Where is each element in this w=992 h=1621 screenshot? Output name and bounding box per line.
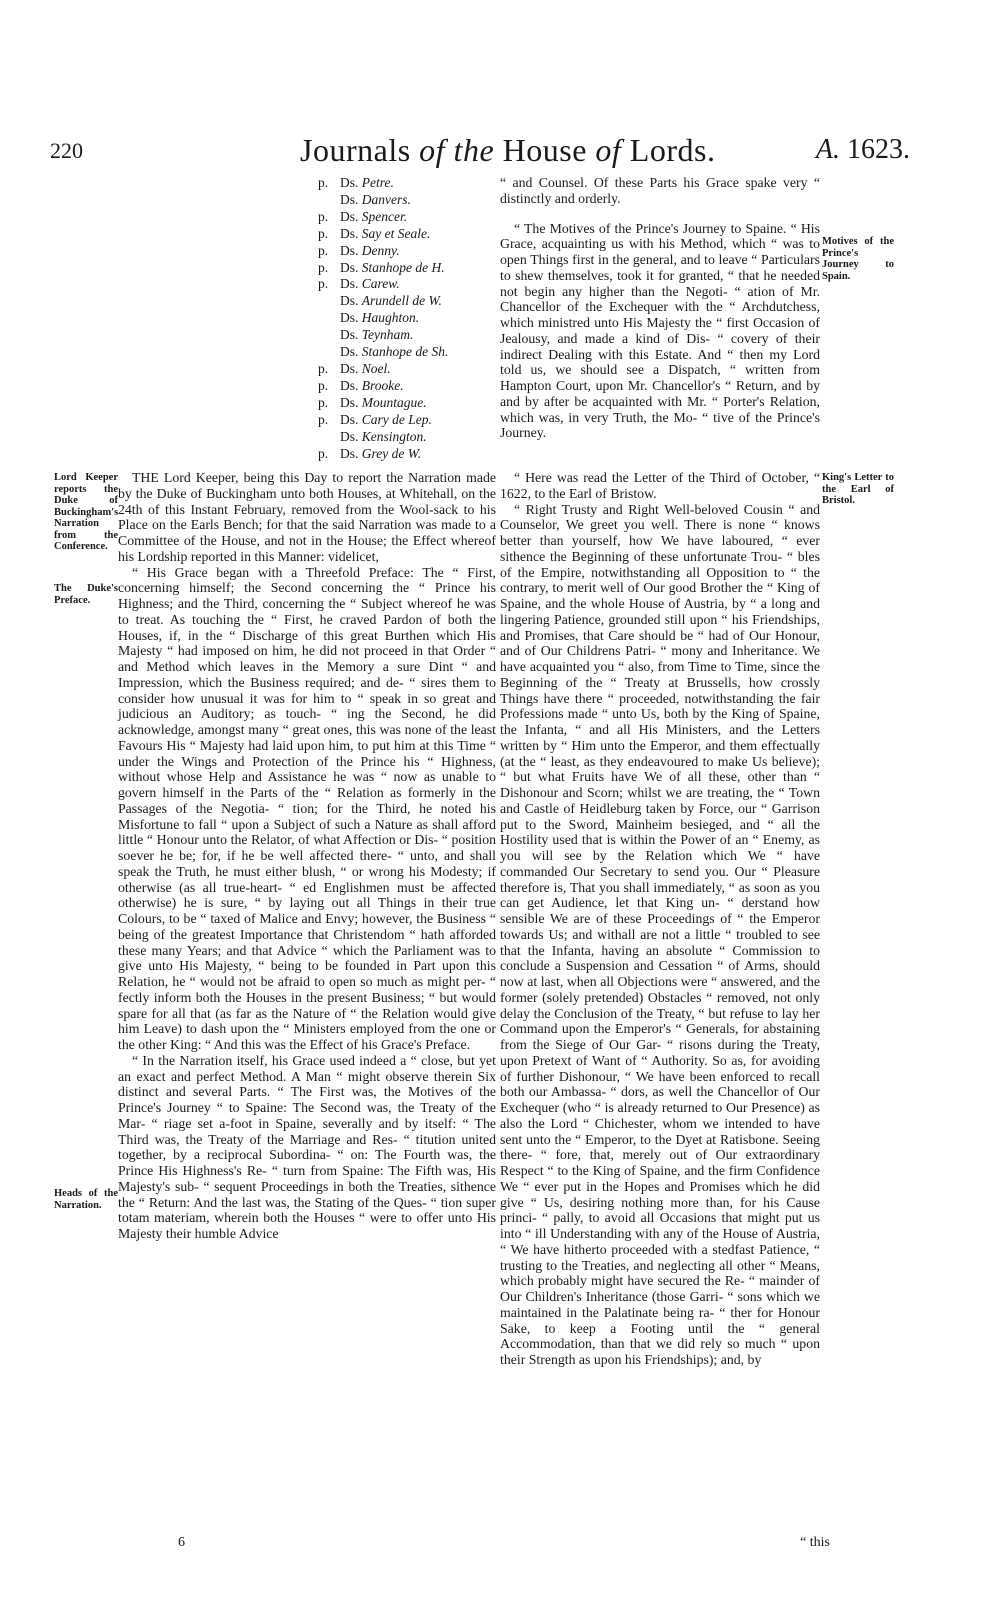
paragraph: “ Right Trusty and Right Well-beloved Cousin “ and Counselor, We greet you well. There is none “ knows better than yourself, how We have laboured, “ ever sithence the Beginning of these unfortunate Trou- “ bles of the Empire, notwithstanding all Opposition to “ the contrary, to merit well of Our good Brother the “ King of Spaine, and the whole House of Austria, by “ a long and lingering Patience, grounded still upon “ his Friendships, and Promises, that Care should be “ had of Our Honour, and of Our Childrens Patri- “ mony and Inheritance. We have acquainted you “ also, from Time to Time, since the Beginning of the “ Treaty at Brussells, how crossly Things have there “ proceeded, notwithstanding the fair Professions made “ unto Us, both by the King of Spaine, the Infanta, “ and all His Ministers, and the Letters written by “ Him unto the Emperor, and them effectually (at the “ least, as they endeavoured to make Us believe); “ but what Fruits have We of all these, other than “ Dishonour and Scorn; whilst we are treating, the “ Town and Castle of Heidleburg taken by Force, our “ Garrison put to the Sword, Mainheim besieged, and “ all the Hostility used that is within the Power of an “ Enemy, as you will see by the Relation which We “ have commanded Our Secretary to send you. Our “ Pleasure therefore is, That you shall immediately, “ as soon as you can get Audience, let that King un- “ derstand how sensible We are of these Proceedings of “ the Emperor towards Us; and withall are not a little “ troubled to see that the Infanta, having an absolute “ Commission to conclude a Suspension and Cessation “ of Arms, should now at last, when all Objections were “ answered, and the former (solely pretended) Obstacles “ removed, not only delay the Conclusion of the Treaty, “ but refuse to lay her Command upon the Emperor's “ Generals, for abstaining from the Siege of Our Gar- “ risons during the Treaty, upon Pretext of Want of “ Authority. So as, for avoiding of further Dishonour, “ We have been enforced to recall both our Ambassa- “ dors, as well the Chancellor of Our Exchequer (who “ is already returned to Our Presence) as also the Lord “ Chichester, whom we intended to have sent unto the “ Emperor, to the Dyet at Ratisbone. Seeing there- “ fore, that, merely out of Our extraordinary Respect “ to the King of Spaine, and the firm Confidence We “ ever put in the Hopes and Promises which he did give “ Us, desiring nothing more than, for his Cause princi- “ pally, to avoid all Occasions that might put us into “ ill Understanding with any of the House of Austria, “ We have hitherto proceeded with a stedfast Patience, “ trusting to the Treaties, and neglecting all other “ Means, which probably might have secured the Re- “ mainder of Our Children's Inheritance (those Garri- “ sons which we maintained in the Palatinate being ra- “ ther for Honour Sake, to keep a Footing until the “ general Accommodation, than that we did rely so much “ upon their Strength as upon his Friendships); and, by (500, 501, 820, 1367)
peer-prefix: Ds. (340, 445, 359, 461)
peer-entry (318, 327, 498, 344)
page-year (816, 134, 910, 166)
peer-entry (318, 412, 498, 429)
peer-entry (318, 378, 498, 395)
peer-prefix: Ds. (340, 344, 359, 360)
margin-note: The Duke's Preface. (54, 583, 118, 606)
margin-note: Motives of the Prince's Journey to Spain. (822, 236, 894, 282)
peer-name: Say et Seale. (361, 225, 431, 241)
catchword: “ this (800, 1535, 830, 1550)
signature-mark: 6 (178, 1535, 185, 1550)
peer-entry (318, 175, 498, 192)
peer-entry (318, 429, 498, 446)
running-title (300, 132, 715, 169)
paragraph: “ His Grace began with a Threefold Preface: The “ First, concerning himself; the Second concerning the “ Prince his Highness; and the Third, concerning the “ Subject whereof he was to treat. As touching the “ First, he craved Pardon of both the Houses, if, in the “ Discharge of this great Burthen which His Majesty “ had imposed on him, he did not proceed in that Order “ and Method which leaves in the Memory a sure Dint “ and Impression, which the Business required; and de- “ sires them to consider how unusual it was for him to “ speak in so great and judicious an Auditory; as touch- “ ing the Second, he did acknowledge, amongst many “ great ones, this was none of the least Favours His “ Majesty had laid upon him, to put him at this Time “ under the Wings and Protection of the Prince his “ Highness, without whose Help and Assistance he was “ now as unable to govern himself in the Parts of the “ Relation as formerly in the Passages of the Negotia- “ tion; for the Third, he noted his Misfortune to fall “ upon a Subject of such a Nature as shall afford little “ Honour unto the Relator, of what Affection or Dis- “ position soever he be; for, if he be well affected there- “ unto, and shall speak the Truth, he must either blush, “ or wrong his Modesty; if otherwise (as all true-heart- “ ed Englishmen must be affected otherwise) he is sure, “ by laying out all Things in their true Colours, to be “ taxed of Malice and Envy; however, the Business “ being of the greatest Importance that Christendom “ hath afforded these many Years; and that Advice “ which the Parliament was to give unto His Majesty, “ being to be founded in Part upon this Relation, he “ would not be afraid to open so much as might per- “ fectly inform both the Houses in the present Business; “ but would spare for all that (as far as the Nature of “ the Relation would give him Leave) to dash upon the “ Ministers employed from the one or the other King: “ And this was the Effect of his Grace's Preface. (118, 564, 496, 1052)
right-column-bottom (500, 470, 820, 1368)
peer-entry (318, 209, 498, 226)
title-word: House (502, 132, 587, 168)
present-mark: p. (318, 242, 329, 258)
peer-prefix: Ds. (340, 360, 359, 376)
peer-name: Arundell de W. (361, 293, 442, 309)
title-word: of (419, 132, 446, 168)
title-word: of (595, 132, 622, 168)
page-header (50, 132, 910, 168)
title-word: the (453, 132, 495, 168)
peer-entry (318, 310, 498, 327)
peer-name: Haughton. (361, 310, 420, 326)
peer-name: Mountague. (361, 394, 427, 410)
present-mark: p. (318, 377, 329, 393)
paragraph: “ In the Narration itself, his Grace used indeed a “ close, but yet an exact and perfect Method. A Man “ might observe therein Six distinct and several Parts. “ The First was, the Motives of the Prince's Journey “ to Spaine: The Second was, the Treaty of the Mar- “ riage set a-foot in Spaine, severally and by itself: “ The Third was, the Treaty of the Marriage and Res- “ titution united together, by a reciprocal Subordina- “ on: The Fourth was, the Prince His Highness's Re- “ turn from Spaine: The Fifth was, His Majesty's sub- “ sequent Proceedings in both the Treaties, sithence the “ Return: And the last was, the Stating of the Ques- “ tion super totam materiam, wherein both the Houses “ were to offer unto His Majesty their humble Advice (118, 1052, 496, 1241)
title-word: Journals (300, 132, 411, 168)
peer-name: Cary de Lep. (361, 411, 432, 427)
peer-prefix: Ds. (340, 242, 359, 258)
peer-name: Petre. (361, 175, 394, 190)
peer-prefix: Ds. (340, 428, 359, 444)
present-mark: p. (318, 445, 329, 461)
peer-name: Brooke. (361, 377, 404, 393)
peer-prefix: Ds. (340, 411, 359, 427)
peer-entry (318, 226, 498, 243)
peer-prefix: Ds. (340, 394, 359, 410)
margin-note: Heads of the Narration. (54, 1188, 118, 1211)
peer-prefix: Ds. (340, 276, 359, 292)
peer-name: Carew. (361, 276, 400, 292)
peer-entry (318, 276, 498, 293)
peer-prefix: Ds. (340, 208, 359, 224)
peer-prefix: Ds. (340, 191, 359, 207)
peer-prefix: Ds. (340, 327, 359, 343)
paragraph: THE Lord Keeper, being this Day to report the Narration made by the Duke of Buckingham unto both Houses, at Whitehall, on the 24th of this Instant February, removed from the Wool-sack to his Place on the Earls Bench; for that the said Narration was made to a Committee of the House, and not in the House; the Effect whereof his Lordship reported in this Manner: videlicet, (118, 470, 496, 564)
paragraph: “ The Motives of the Prince's Journey to Spaine. “ His Grace, acquainting us with his Method, which “ was to open Things first in the general, and to leave “ Particulars to shew themselves, took it for granted, “ that he needed not begin any higher than the Negoti- “ ation of Mr. Chancellor of the Exchequer with the “ Archdutchess, which ministred unto His Majesty the “ first Occasion of Jealousy, and made a kind of Dis- “ covery of their indirect Dealing with this Estate. And “ then my Lord told us, we should see a Dispatch, “ written from Hampton Court, upon Mr. Chancellor's “ Return, and by and by after be acquainted with Mr. “ Porter's Relation, which was, in very Truth, the Mo- “ tive of the Prince's Journey. (500, 220, 820, 441)
year-value: 1623. (847, 134, 910, 165)
present-mark: p. (318, 225, 329, 241)
peer-entry (318, 395, 498, 412)
peer-name: Grey de W. (361, 445, 422, 461)
right-column-top (500, 175, 820, 441)
peer-prefix: Ds. (340, 175, 359, 190)
margin-note: Lord Keeper reports the Duke of Buckingham's Narration from the Conference. (54, 472, 119, 552)
peer-prefix: Ds. (340, 293, 359, 309)
peer-prefix: Ds. (340, 310, 359, 326)
peer-name: Spencer. (361, 208, 408, 224)
present-mark: p. (318, 411, 329, 427)
peer-entry (318, 192, 498, 209)
peer-entry (318, 293, 498, 310)
peer-entry (318, 361, 498, 378)
peer-prefix: Ds. (340, 259, 359, 275)
paragraph: “ Here was read the Letter of the Third of October, “ 1622, to the Earl of Bristow. (500, 470, 820, 501)
peer-name: Noel. (361, 360, 391, 376)
peer-name: Kensington. (361, 428, 427, 444)
peer-entry (318, 344, 498, 361)
peer-name: Teynham. (361, 327, 414, 343)
peer-entry (318, 243, 498, 260)
peer-name: Denny. (361, 242, 400, 258)
present-mark: p. (318, 360, 329, 376)
present-mark: p. (318, 394, 329, 410)
peer-prefix: Ds. (340, 225, 359, 241)
peer-entry (318, 446, 498, 463)
title-word: Lords. (629, 132, 716, 168)
peer-prefix: Ds. (340, 377, 359, 393)
present-mark: p. (318, 208, 329, 224)
paragraph: “ and Counsel. Of these Parts his Grace spake very “ distinctly and orderly. (500, 175, 820, 206)
margin-note: King's Letter to the Earl of Bristol. (822, 472, 894, 506)
peer-name: Danvers. (361, 191, 411, 207)
left-column (118, 470, 496, 1242)
peer-entry (318, 260, 498, 277)
peer-attendance-list (318, 175, 498, 462)
present-mark: p. (318, 276, 329, 292)
peer-name: Stanhope de Sh. (361, 344, 449, 360)
peer-name: Stanhope de H. (361, 259, 445, 275)
year-prefix: A. (815, 134, 840, 165)
present-mark: p. (318, 259, 329, 275)
page-number: 220 (50, 138, 83, 163)
present-mark: p. (318, 175, 329, 190)
